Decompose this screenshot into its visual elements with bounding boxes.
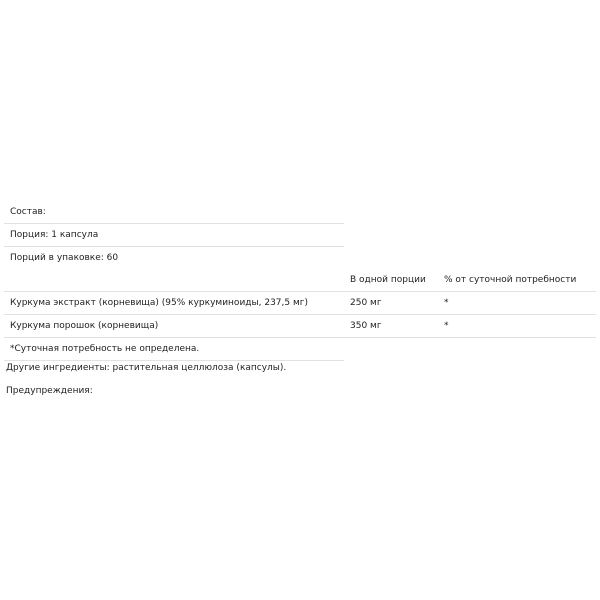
amount-column-header: В одной порции: [344, 269, 438, 292]
facts-header: Состав:: [4, 201, 344, 224]
table-row: [4, 292, 596, 315]
ingredient-amount: 350 мг: [344, 315, 438, 338]
ingredient-name: Куркума экстракт (корневища) (95% куркуминоиды, 237,5 мг): [4, 292, 344, 315]
serving-size: Порция: 1 капсула: [4, 224, 344, 247]
ingredient-daily-value: *: [438, 292, 596, 315]
ingredient-amount: 250 мг: [344, 292, 438, 315]
footnote: *Суточная потребность не определена.: [4, 338, 344, 361]
servings-per-container: Порций в упаковке: 60: [10, 253, 119, 263]
warnings-heading: Предупреждения:: [6, 386, 93, 396]
daily-value-column-header: % от суточной потребности: [438, 269, 596, 292]
supplement-facts-table: [4, 201, 596, 361]
ingredient-daily-value: *: [438, 315, 596, 338]
footnote-row: [4, 338, 596, 361]
column-header-row: [4, 269, 596, 292]
facts-header-row: [4, 201, 596, 224]
ingredient-name: Куркума порошок (корневища): [4, 315, 344, 338]
table-row: [4, 315, 596, 338]
other-ingredients: Другие ингредиенты: растительная целлюлоза (капсулы).: [6, 363, 287, 373]
servings-per-container-row: [4, 247, 596, 270]
serving-size-row: [4, 224, 596, 247]
